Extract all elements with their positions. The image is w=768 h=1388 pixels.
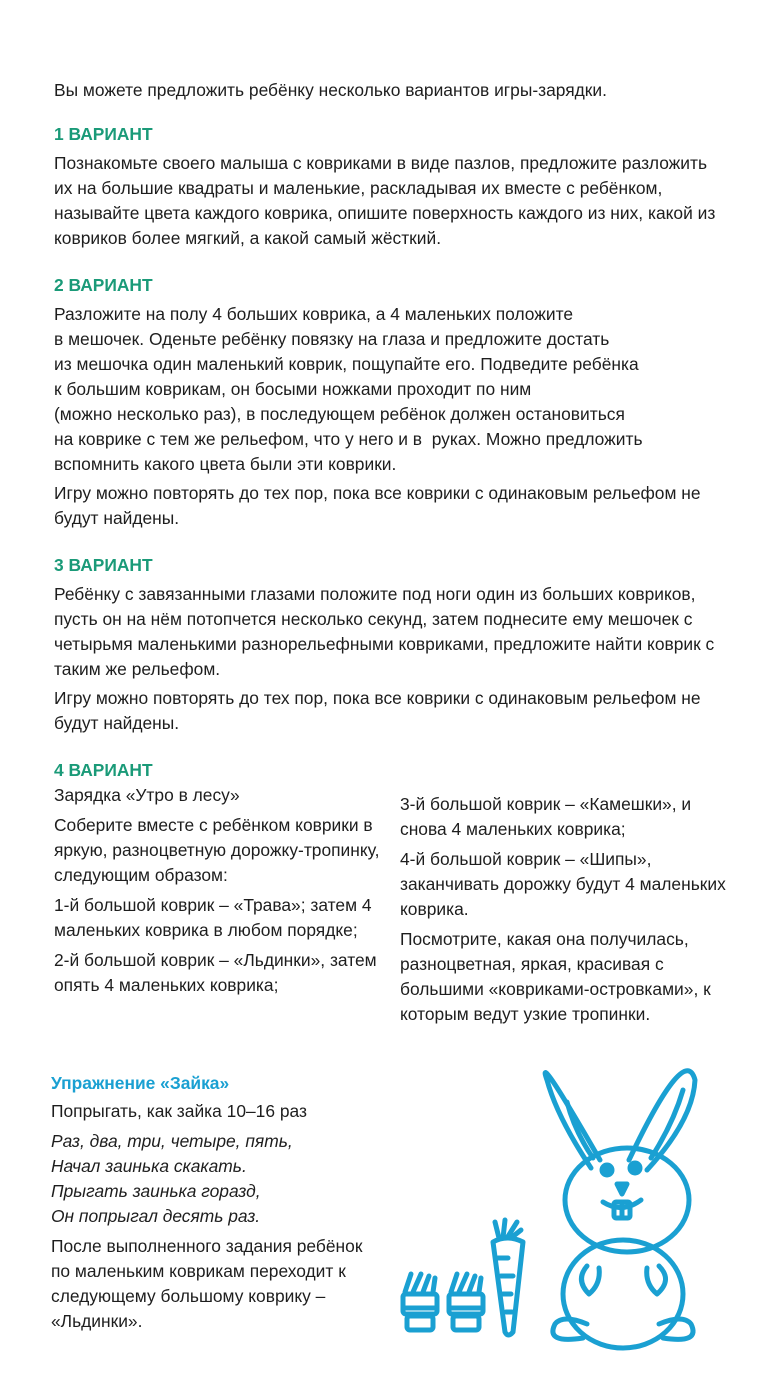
variant-1-title: 1 ВАРИАНТ bbox=[54, 124, 153, 144]
variant-4-columns bbox=[54, 783, 734, 1027]
variant-3-repeat-text: Игру можно повторять до тех пор, пока все коврики с одинаковым рельефом не будут найдены. bbox=[54, 688, 701, 733]
poem-line: Прыгать заинька горазд, bbox=[51, 1181, 261, 1201]
bunny-carrots-illustration bbox=[395, 1062, 715, 1352]
variant-4-title: 4 ВАРИАНТ bbox=[54, 760, 153, 780]
variant-2-title: 2 ВАРИАНТ bbox=[54, 275, 153, 295]
zaika-title: Упражнение «Зайка» bbox=[51, 1073, 230, 1093]
variant-2-line: вспомнить какого цвета были эти коврики. bbox=[54, 454, 397, 474]
variant-4-paragraph: Посмотрите, какая она получилась, разноцветная, яркая, красивая с большими «ковриками-островками», к которым ведут узкие тропинки. bbox=[400, 929, 711, 1024]
zaika-exercise bbox=[51, 1071, 381, 1334]
variant-4-paragraph: Соберите вместе с ребёнком коврики в яркую, разноцветную дорожку-тропинку, следующим образом: bbox=[54, 815, 380, 885]
carrot-icon bbox=[449, 1274, 483, 1330]
poem-line: Он попрыгал десять раз. bbox=[51, 1206, 261, 1226]
exercise-name: Зарядка «Утро в лесу» bbox=[54, 785, 240, 805]
variant-2-line: (можно несколько раз), в последующем ребёнок должен остановиться bbox=[54, 404, 625, 424]
variant-2 bbox=[54, 273, 720, 531]
variant-4-left-column bbox=[54, 783, 400, 1027]
variant-2-line: в мешочек. Оденьте ребёнку повязку на глаза и предложите достать bbox=[54, 329, 610, 349]
variant-4-paragraph: 3-й большой коврик – «Камешки», и снова 4 маленьких коврика; bbox=[400, 794, 692, 839]
variant-2-line: из мешочка один маленький коврик, пощупайте его. Подведите ребёнка bbox=[54, 354, 639, 374]
bunny-icon bbox=[545, 1071, 695, 1348]
intro-text: Вы можете предложить ребёнку несколько вариантов игры-зарядки. bbox=[54, 80, 607, 100]
poem-line: Раз, два, три, четыре, пять, bbox=[51, 1131, 293, 1151]
page-content bbox=[54, 78, 726, 1027]
variant-2-line: на коврике с тем же рельефом, что у него и в руках. Можно предложить bbox=[54, 429, 643, 449]
variant-4-paragraph: 2-й большой коврик – «Льдинки», затем опять 4 маленьких коврика; bbox=[54, 950, 377, 995]
zaika-poem bbox=[51, 1129, 381, 1229]
variant-2-line: Разложите на полу 4 больших коврика, а 4 маленьких положите bbox=[54, 304, 574, 324]
variant-4-paragraph: 4-й большой коврик – «Шипы», заканчивать дорожку будут 4 маленьких коврика. bbox=[400, 849, 726, 919]
variant-3-title: 3 ВАРИАНТ bbox=[54, 555, 153, 575]
variant-2-repeat-text: Игру можно повторять до тех пор, пока все коврики с одинаковым рельефом не будут найдены. bbox=[54, 483, 701, 528]
variant-4 bbox=[54, 758, 726, 1027]
variant-4-right-column bbox=[400, 783, 730, 1027]
variant-4-paragraph: 1-й большой коврик – «Трава»; затем 4 маленьких коврика в любом порядке; bbox=[54, 895, 372, 940]
variant-1 bbox=[54, 122, 720, 251]
zaika-after-text: После выполненного задания ребёнок по маленьким коврикам переходит к следующему большому коврику – «Льдинки». bbox=[51, 1236, 363, 1331]
zaika-instruction: Попрыгать, как зайка 10–16 раз bbox=[51, 1101, 307, 1121]
poem-line: Начал заинька скакать. bbox=[51, 1156, 247, 1176]
variant-3-text: Ребёнку с завязанными глазами положите под ноги один из больших ковриков, пусть он на нём потопчется несколько секунд, затем поднесите ему мешочек с четырьмя маленькими разнорельефными ковриками, предложите найти коврик с таким же рельефом. bbox=[54, 584, 715, 679]
variant-3 bbox=[54, 553, 720, 736]
variant-1-text: Познакомьте своего малыша с ковриками в виде пазлов, предложите разложить их на большие квадраты и маленькие, раскладывая их вместе с ребёнком, называйте цвета каждого коврика, опишите поверхность каждого из них, какой из ковриков более мягкий, а какой самый жёсткий. bbox=[54, 153, 716, 248]
variant-2-line: к большим коврикам, он босыми ножками проходит по ним bbox=[54, 379, 532, 399]
carrot-icon bbox=[403, 1274, 437, 1330]
carrot-icon bbox=[493, 1220, 523, 1335]
variant-2-text bbox=[54, 302, 720, 477]
